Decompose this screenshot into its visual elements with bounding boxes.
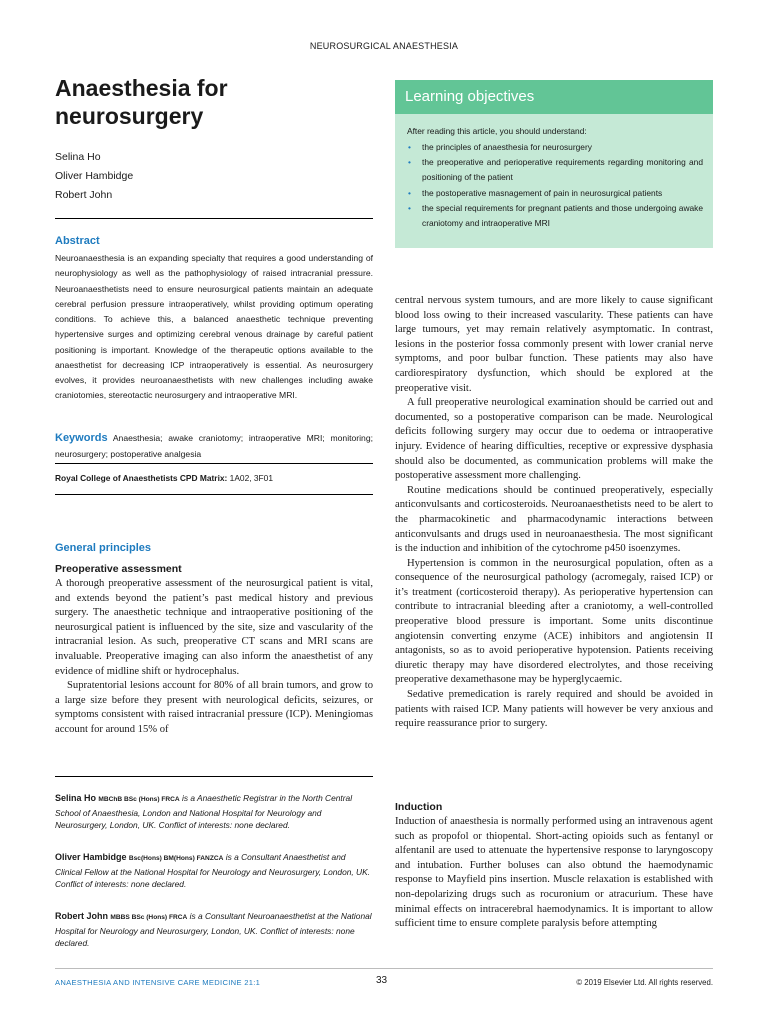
bio-name: Oliver Hambidge: [55, 852, 127, 862]
keywords-label: Keywords: [55, 432, 108, 444]
footer-copyright: © 2019 Elsevier Ltd. All rights reserved.: [576, 978, 713, 987]
list-item: • the special requirements for pregnant patients and those undergoing awake craniotomy and intraoperative MRI: [408, 202, 703, 229]
list-item: • the principles of anaesthesia for neurosurgery: [407, 140, 703, 155]
keywords: [55, 431, 373, 462]
bio-name: Robert John: [55, 911, 108, 921]
bio-credentials: MBBS BSc (Hons) FRCA: [110, 914, 188, 921]
bullet-icon: •: [408, 202, 411, 213]
learning-objectives-title: Learning objectives: [405, 88, 535, 105]
general-principles-heading: General principles: [55, 542, 151, 554]
right-column-body: [395, 294, 713, 732]
author-3: Robert John: [55, 189, 113, 201]
bio-text: is a Consultant Neuroanaesthetist at the National Hospital for Neurology and Neurosurgery, London, UK. Conflict of interests: none declared.: [55, 911, 372, 949]
list-item: • the preoperative and perioperative requirements regarding monitoring and positioning of the patient: [408, 157, 703, 183]
learning-objectives-list: [407, 140, 703, 231]
bullet-icon: •: [408, 187, 411, 198]
cpd-matrix: [55, 473, 373, 483]
abstract-text: Neuroanaesthesia is an expanding specialty that requires a good understanding of neurophysiology as well as the pathophysiology of raised intracranial pressure. Neuroanaesthetists need to ensure neurosurgical patients maintain an adequate cerebral perfusion pressure intraoperatively, whilst providing optimum operating conditions. To achieve this, a balanced anaesthetic technique preventing hypertensive surges and optimizing cerebral venous drainage by careful patient positioning is important. Knowledge of the therapeutic options available to the anaesthetist for decreasing ICP intraoperatively is essential. As neurosurgery evolves, it provides neuroanaesthetists with new challenges including awake craniotomies, stereotactic neurosurgery and intraoperative MRI.: [55, 253, 373, 401]
bio-text: is a Consultant Anaesthetist and Clinical Fellow at the National Hospital for Neurology and Neurosurgery, London, UK. Conflict of interests: none declared.: [55, 852, 370, 890]
footer-journal: ANAESTHESIA AND INTENSIVE CARE MEDICINE 21:1: [55, 978, 261, 987]
article-title: [55, 74, 375, 130]
title-line-1: Anaesthesia for: [55, 75, 228, 101]
paragraph: A thorough preoperative assessment of the neurosurgical patient is vital, and extends beyond the patient’s past medical history and previous surgery. The anaesthetic technique and intraoperative positioning of the neurosurgical patient is influenced by the site, size and vascularity of the intracranial lesion. As such, preoperative CT scans and MRI scans are invaluable. Preoperative imaging can also inform the anaesthetist of any evidence of midline shift or hydrocephalus.: [55, 578, 373, 677]
keywords-text: Anaesthesia; awake craniotomy; intraoperative MRI; monitoring; neurosurgery; postoperative analgesia: [55, 433, 373, 459]
learning-objectives-intro: After reading this article, you should understand:: [407, 126, 587, 136]
cpd-divider: [55, 494, 373, 495]
learning-objectives-header: [395, 80, 713, 114]
footer-divider: [55, 968, 713, 969]
cpd-value: 1A02, 3F01: [229, 473, 273, 483]
paragraph: Induction of anaesthesia is normally performed using an intravenous agent such as propofol or thiopental. Short-acting opioids such as fentanyl or alfentanil are used to attenuate the hypertensive response to laryngoscopy and intubation. Further boluses can also obtund the haemodynamic response to Mayfield pins insertion. Muscle relaxation is established with non-depolarizing drugs such as rocuronium or atracurium. These have minimal effects on intracerebral haemodynamics. It is important to allow sufficient time to ensure complete paralysis before attempting: [395, 816, 713, 930]
keywords-divider: [55, 463, 373, 464]
cpd-label: Royal College of Anaesthetists CPD Matrix:: [55, 473, 228, 483]
author-bio-2: [55, 851, 373, 891]
learning-objectives-box: [395, 80, 713, 248]
preoperative-assessment-heading: Preoperative assessment: [55, 563, 182, 575]
bullet-icon: •: [408, 157, 411, 168]
bio-divider: [55, 776, 373, 777]
induction-body: [395, 815, 713, 932]
author-bio-3: [55, 910, 373, 950]
abstract-heading: Abstract: [55, 235, 100, 247]
running-head: NEUROSURGICAL ANAESTHESIA: [309, 41, 459, 51]
title-divider: [55, 218, 373, 219]
page-number: 33: [376, 975, 388, 986]
bio-credentials: Bsc(Hons) BM(Hons) FANZCA: [128, 855, 224, 862]
list-item: • the postoperative masnagement of pain in neurosurgical patients: [407, 186, 703, 201]
bio-text: is a Anaesthetic Registrar in the North Central School of Anaesthesia, London and National Hospital for Neurology and Neurosurgery, London, UK. Conflict of interests: none declared.: [55, 793, 353, 831]
title-line-2: neurosurgery: [55, 103, 204, 129]
paragraph: Hypertension is common in the neurosurgical population, often as a consequence of the neurosurgical pathology (acromegaly, raised ICP) or it’s treatment (corticosteroid therapy). As perioperative hypertension can contribute to intracranial bleeding after a craniotomy, a well-controlled preoperative blood pressure is important. Some units discontinue angiotensin converting enzyme (ACE) inhibitors and angiotensin II antagonists, so as to avoid perioperative hypotension. Patients receiving diuretic therapy may have disordered electrolytes, and those receiving preoperative dexamethasone may be hyperglycaemic.: [395, 557, 713, 686]
author-2: Oliver Hambidge: [55, 170, 134, 182]
author-bio-1: [55, 792, 373, 832]
bio-credentials: MBChB BSc (Hons) FRCA: [98, 796, 180, 803]
general-principles-body: [55, 577, 373, 738]
paragraph: Routine medications should be continued preoperatively, especially anticonvulsants and corticosteroids. Neuroanaesthetists need to be alert to the pharmacokinetic and pharmacodynamic interactions between anticonvulsants and drugs used in neuroanaesthesia. The most significant is the induction and inhibition of the cytochrome p450 isoenzymes.: [395, 484, 713, 555]
paragraph: central nervous system tumours, and are more likely to cause significant blood loss owing to their increased vascularity. These patients can have large tumours, yet may remain relatively asymptomatic. In contrast, lesions in the posterior fossa commonly present with lower cranial nerve symptoms, and poor bulbar function. These patients may also have cardiorespiratory dysfunction, which should be explored at the preoperative visit.: [395, 295, 713, 394]
author-1: Selina Ho: [55, 151, 101, 163]
bullet-icon: •: [408, 142, 411, 152]
paragraph: A full preoperative neurological examination should be carried out and documented, so a postoperative comparison can be made. Neurological deficits following surgery may occur due to oedema or intraoperative injury. Evidence of hearing difficulties, receptive or expressive dysphasia should also be documented, as communication problems will make the postoperative assessment more challenging.: [395, 397, 713, 482]
paragraph: Supratentorial lesions account for 80% of all brain tumors, and grow to a large size before they present with neurological deficits, seizures, or symptoms consistent with raised intracranial pressure (ICP). Meningiomas account for around 15% of: [55, 680, 373, 735]
bio-name: Selina Ho: [55, 793, 97, 803]
paragraph: Sedative premedication is rarely required and should be avoided in patients with raised ICP. Many patients will however be very anxious and require reassurance prior to surgery.: [395, 689, 713, 730]
induction-heading: Induction: [395, 801, 443, 813]
